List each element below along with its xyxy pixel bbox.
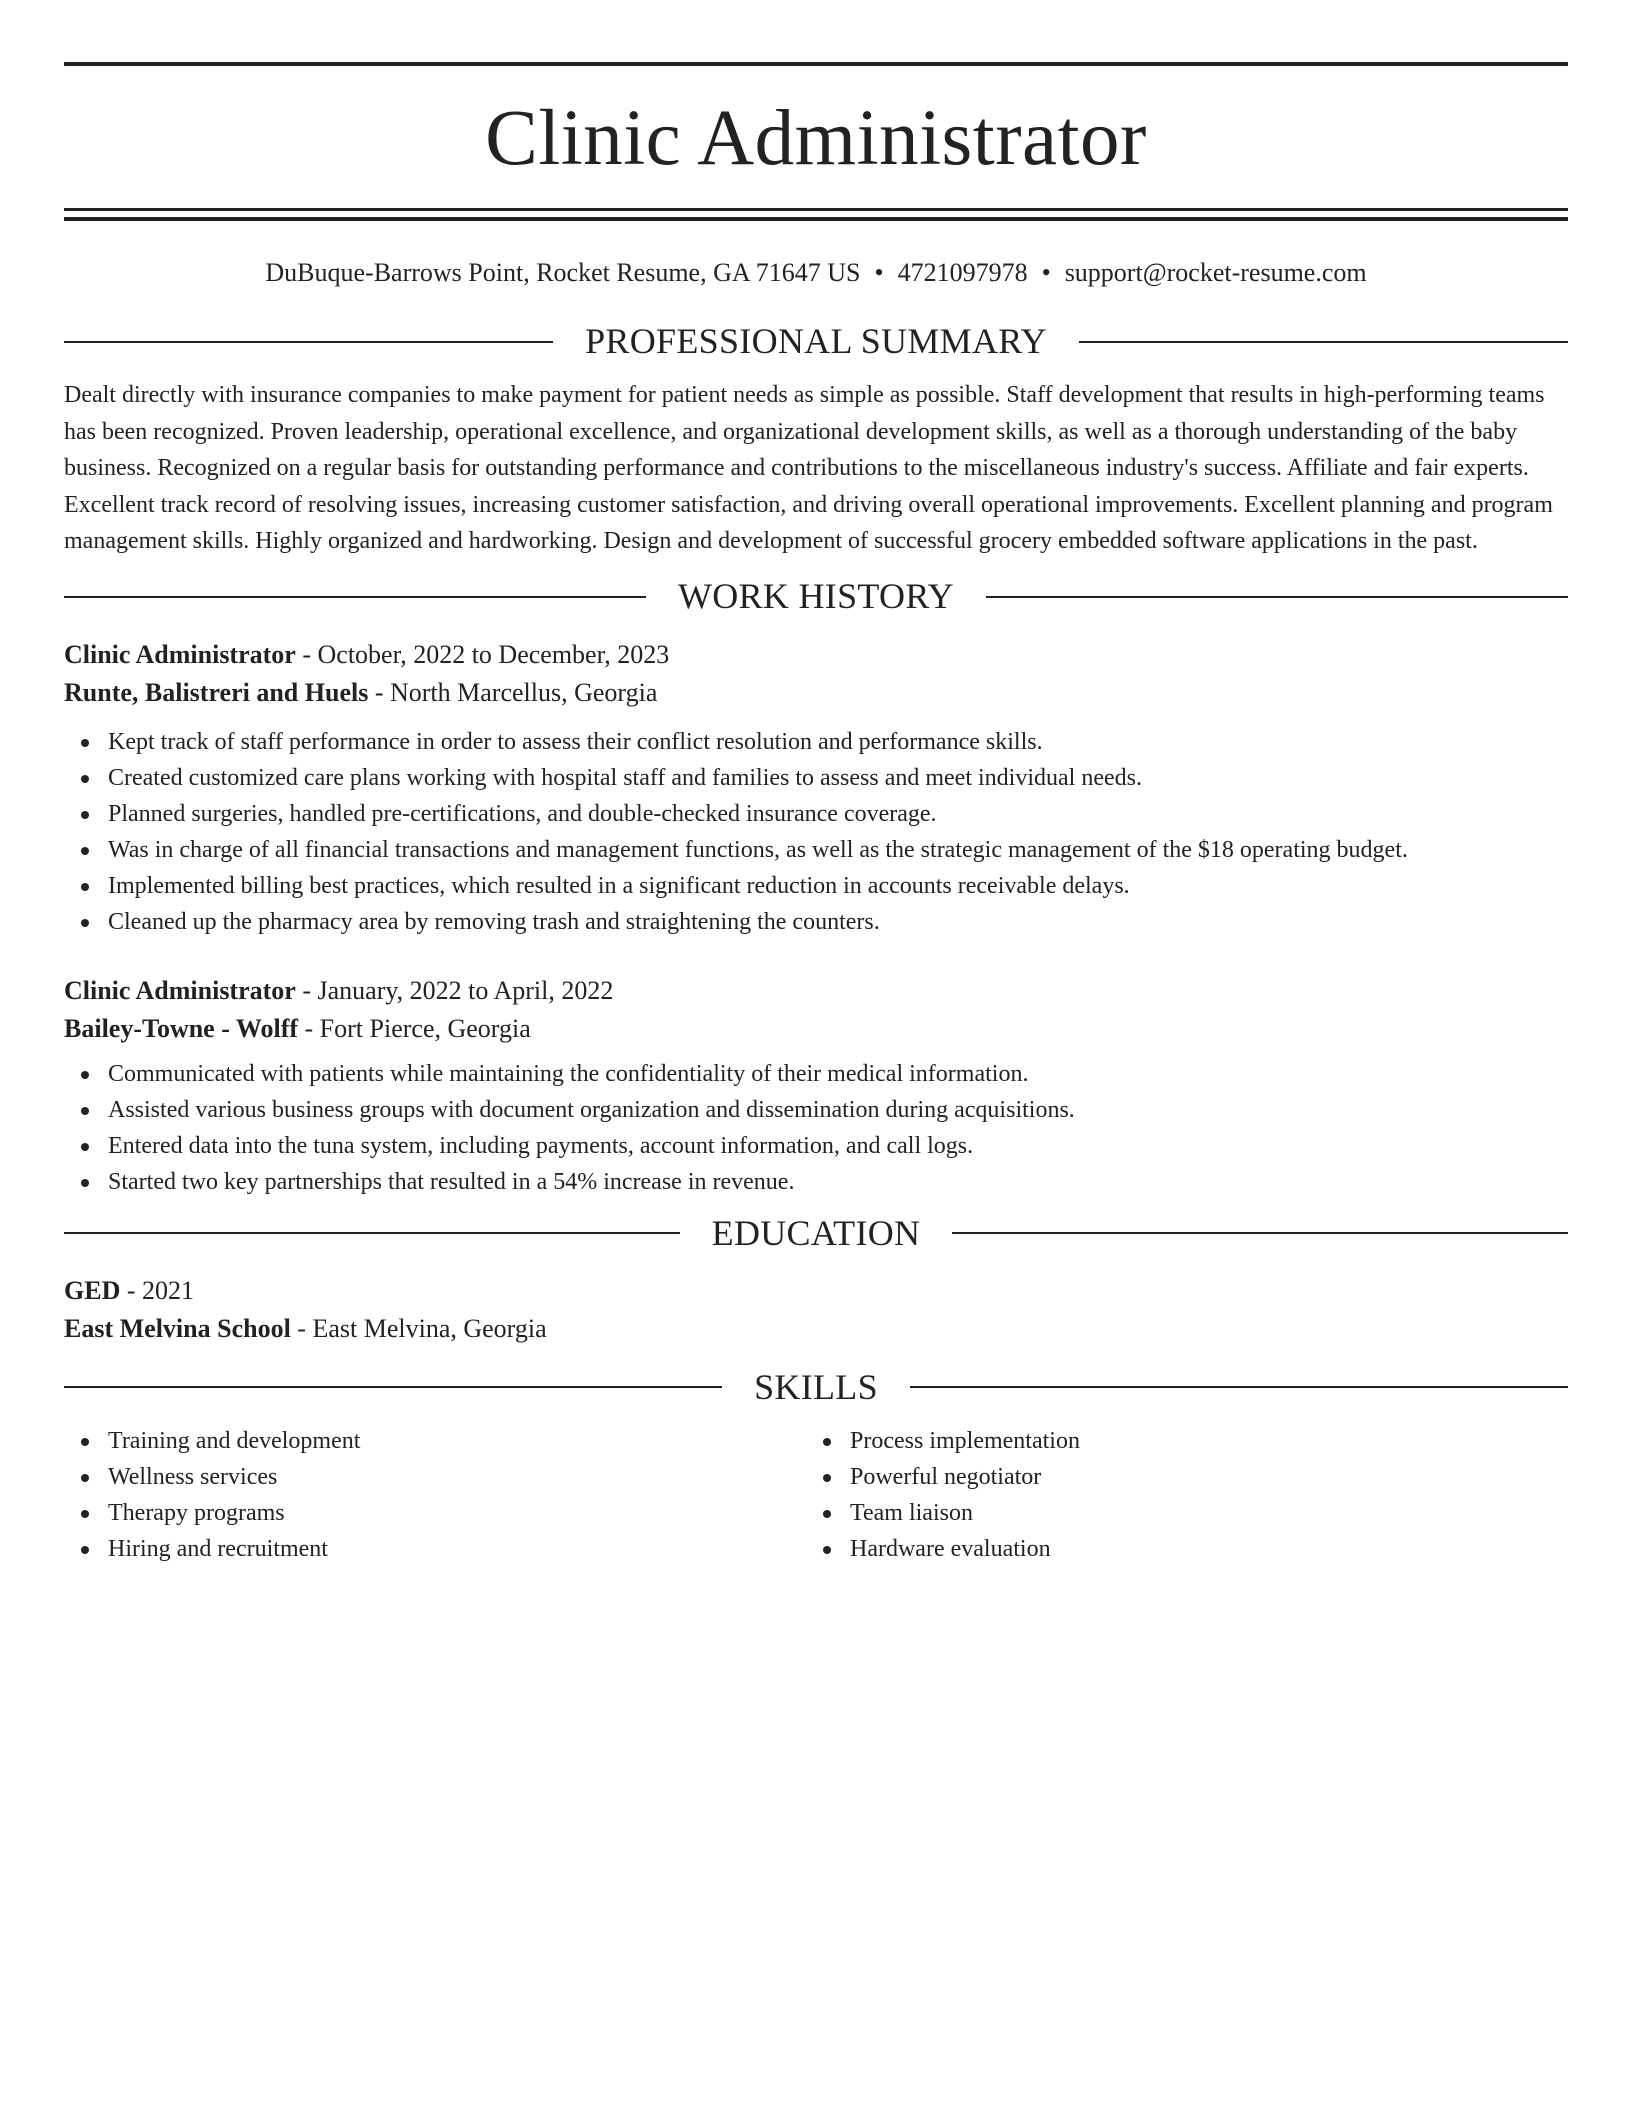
job-entry xyxy=(64,972,1568,1200)
school-location: - East Melvina, Georgia xyxy=(290,1313,547,1343)
education-heading: EDUCATION xyxy=(711,1212,921,1253)
work-heading: WORK HISTORY xyxy=(678,576,954,617)
skills-list-right xyxy=(806,1423,1568,1567)
job-location: - Fort Pierce, Georgia xyxy=(298,1013,531,1043)
job-bullet: Assisted various business groups with document organization and dissemination during acquisitions. xyxy=(64,1092,1568,1128)
job-bullet: Started two key partnerships that resulted in a 54% increase in revenue. xyxy=(64,1164,1568,1200)
job-company: Runte, Balistreri and Huels xyxy=(64,677,369,707)
job-bullet: Communicated with patients while maintaining the confidentiality of their medical information. xyxy=(64,1056,1568,1092)
job-company: Bailey-Towne - Wolff xyxy=(64,1013,299,1043)
job-title-line xyxy=(64,636,1568,674)
job-bullet: Kept track of staff performance in order to assess their conflict resolution and performance skills. xyxy=(64,724,1568,760)
header-top-rule xyxy=(64,62,1568,66)
job-bullets xyxy=(64,724,1568,940)
degree-year: - 2021 xyxy=(120,1275,195,1305)
heading-rule-right xyxy=(1079,341,1568,343)
skills-heading: SKILLS xyxy=(754,1366,878,1407)
job-bullet: Implemented billing best practices, which resulted in a significant reduction in accounts receivable delays. xyxy=(64,868,1568,904)
contact-email: support@rocket-resume.com xyxy=(1064,258,1367,287)
job-dates: - January, 2022 to April, 2022 xyxy=(295,975,614,1005)
heading-rule-left xyxy=(64,596,646,598)
contact-separator: • xyxy=(1041,258,1051,287)
skills-list-left xyxy=(64,1423,806,1567)
contact-address: DuBuque-Barrows Point, Rocket Resume, GA 71647 US xyxy=(265,258,861,287)
degree-line xyxy=(64,1272,1568,1310)
skills-grid xyxy=(64,1419,1568,1567)
heading-rule-right xyxy=(910,1386,1568,1388)
skill-item: Training and development xyxy=(64,1423,806,1459)
heading-rule-left xyxy=(64,1232,680,1234)
job-dates: - October, 2022 to December, 2023 xyxy=(295,639,670,669)
heading-rule-right xyxy=(986,596,1568,598)
skills-section-heading xyxy=(64,1366,1568,1409)
job-title: Clinic Administrator xyxy=(64,975,296,1005)
degree: GED xyxy=(64,1275,121,1305)
heading-rule-left xyxy=(64,341,553,343)
skill-item: Hiring and recruitment xyxy=(64,1531,806,1567)
job-entry xyxy=(64,636,1568,940)
summary-section-heading xyxy=(64,320,1568,363)
work-section-heading xyxy=(64,575,1568,618)
education-section-heading xyxy=(64,1212,1568,1255)
job-bullets xyxy=(64,1056,1568,1200)
job-bullet: Cleaned up the pharmacy area by removing trash and straightening the counters. xyxy=(64,904,1568,940)
contact-separator: • xyxy=(874,258,884,287)
job-bullet: Entered data into the tuna system, including payments, account information, and call logs. xyxy=(64,1128,1568,1164)
school-name: East Melvina School xyxy=(64,1313,291,1343)
skill-item: Process implementation xyxy=(806,1423,1568,1459)
header-double-rule xyxy=(64,208,1568,221)
job-location: - North Marcellus, Georgia xyxy=(368,677,658,707)
skill-item: Powerful negotiator xyxy=(806,1459,1568,1495)
job-bullet: Planned surgeries, handled pre-certifications, and double-checked insurance coverage. xyxy=(64,796,1568,832)
job-company-line xyxy=(64,1010,1568,1048)
skill-item: Wellness services xyxy=(64,1459,806,1495)
job-bullet: Was in charge of all financial transactions and management functions, as well as the strategic management of the $18 operating budget. xyxy=(64,832,1568,868)
skill-item: Hardware evaluation xyxy=(806,1531,1568,1567)
contact-line xyxy=(64,257,1568,288)
contact-phone: 4721097978 xyxy=(897,258,1028,287)
education-entry xyxy=(64,1272,1568,1348)
skill-item: Therapy programs xyxy=(64,1495,806,1531)
summary-heading: PROFESSIONAL SUMMARY xyxy=(585,321,1047,362)
resume-title: Clinic Administrator xyxy=(485,95,1147,182)
job-company-line xyxy=(64,674,1568,712)
job-title: Clinic Administrator xyxy=(64,639,296,669)
skill-item: Team liaison xyxy=(806,1495,1568,1531)
summary-text: Dealt directly with insurance companies to make payment for patient needs as simple as possible. Staff development that results in high-performing teams has been recognized. Proven leadership, operational excellence, and organizational development skills, as well as a thorough understanding of the baby business. Recognized on a regular basis for outstanding performance and contributions to the miscellaneous industry's success. Affiliate and fair experts. Excellent track record of resolving issues, increasing customer satisfaction, and driving overall operational improvements. Excellent planning and program management skills. Highly organized and hardworking. Design and development of successful grocery embedded software applications in the past. xyxy=(64,382,1553,554)
job-title-line xyxy=(64,972,1568,1010)
heading-rule-left xyxy=(64,1386,722,1388)
school-line xyxy=(64,1310,1568,1348)
heading-rule-right xyxy=(952,1232,1568,1234)
job-bullet: Created customized care plans working with hospital staff and families to assess and meet individual needs. xyxy=(64,760,1568,796)
